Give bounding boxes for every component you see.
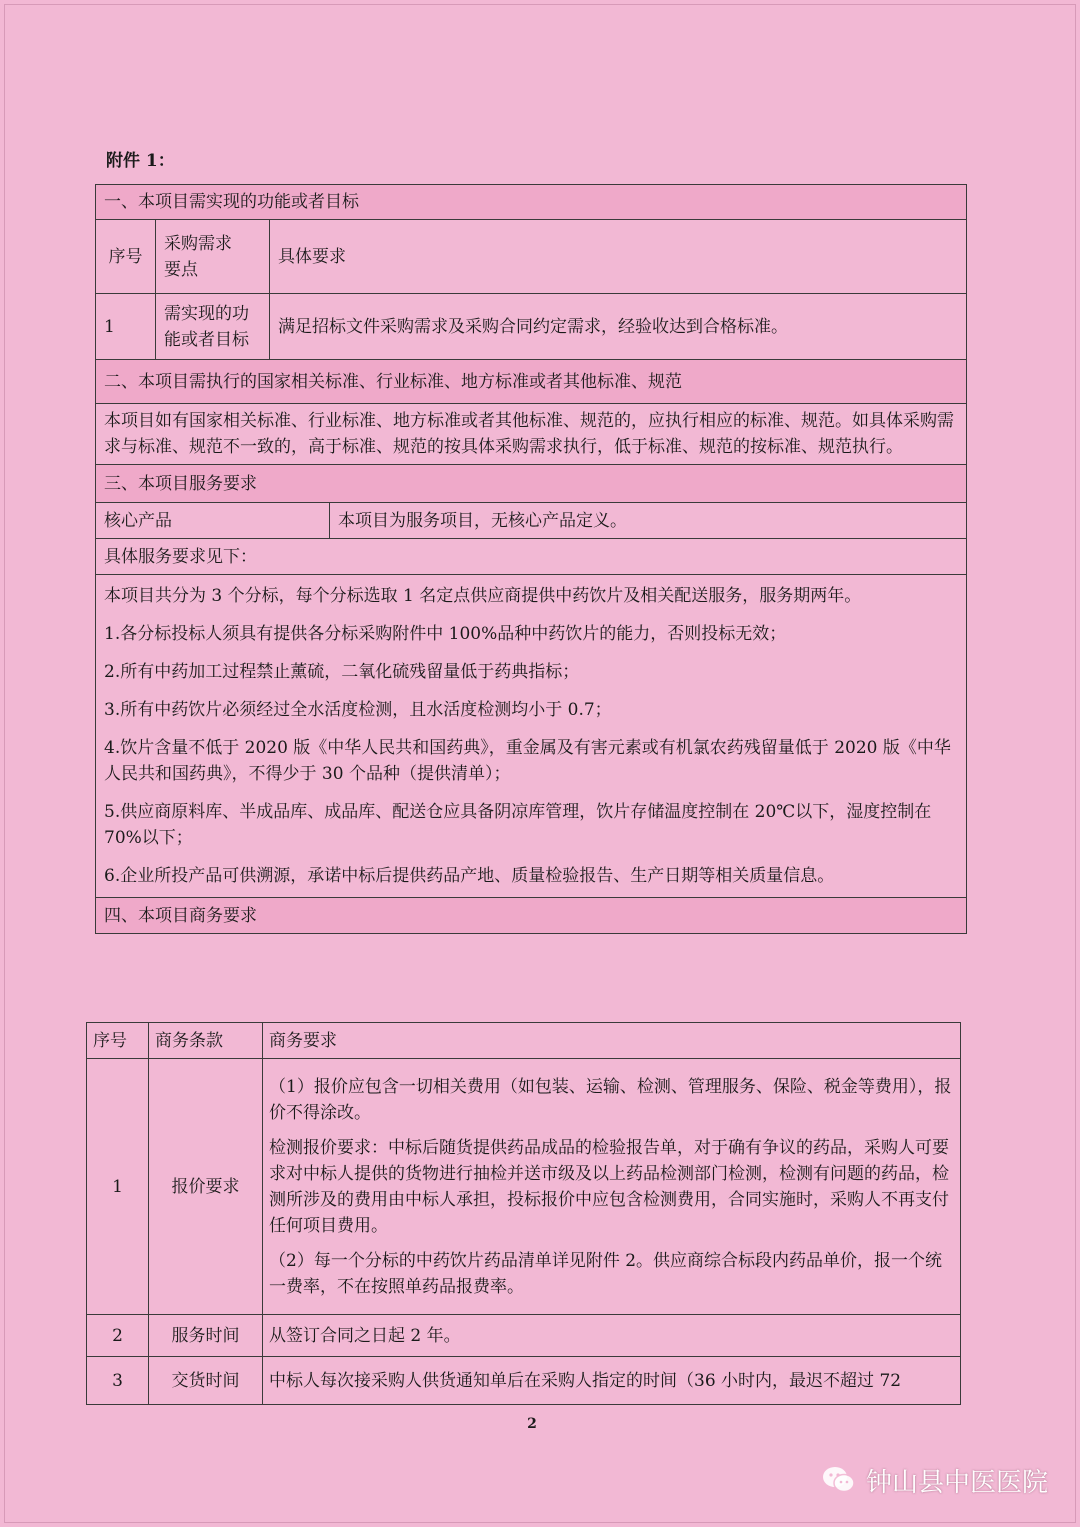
service-item: 3.所有中药饮片必须经过全水活度检测，且水活度检测均小于 0.7； <box>104 700 612 720</box>
wechat-watermark <box>822 1460 1048 1500</box>
section2-heading: 二、本项目需执行的国家相关标准、行业标准、地方标准或者其他标准、规范 <box>96 360 967 404</box>
section4-heading: 四、本项目商务要求 <box>96 898 967 934</box>
business-row-no: 2 <box>87 1315 149 1357</box>
service-item: 1.各分标投标人须具有提供各分标采购附件中 100%品种中药饮片的能力，否则投标无效； <box>104 624 787 644</box>
section3-heading-row <box>96 465 967 503</box>
service-intro: 具体服务要求见下： <box>96 539 967 575</box>
section1-row1-point: 需实现的功能或者目标 <box>156 294 270 360</box>
section1-row1-req: 满足招标文件采购需求及采购合同约定需求，经验收达到合格标准。 <box>270 294 967 360</box>
section1-col-point-line2: 要点 <box>164 259 198 280</box>
business-row-1 <box>87 1059 961 1315</box>
page-number: 2 <box>527 1416 537 1432</box>
core-product-value: 本项目为服务项目，无核心产品定义。 <box>330 503 967 539</box>
section1-col-point-line1: 采购需求 <box>164 233 232 254</box>
wechat-icon <box>822 1465 856 1495</box>
section1-heading: 一、本项目需实现的功能或者目标 <box>96 185 967 220</box>
section1-col-no: 序号 <box>96 220 156 294</box>
section2-body-row <box>96 404 967 465</box>
business-row-req <box>263 1059 961 1315</box>
section1-row1-no: 1 <box>96 294 156 360</box>
section1-row1 <box>96 294 967 360</box>
section2-body: 本项目如有国家相关标准、行业标准、地方标准或者其他标准、规范的，应执行相应的标准、规范。如具体采购需求与标准、规范不一致的，高于标准、规范的按具体采购需求执行，低于标准、规范的按标准、规范执行。 <box>96 404 967 465</box>
section1-col-point <box>156 220 270 294</box>
core-product-label: 核心产品 <box>96 503 330 539</box>
business-row-para: 检测报价要求：中标后随货提供药品成品的检验报告单，对于确有争议的药品，采购人可要求对中标人提供的货物进行抽检并送市级及以上药品检测部门检测，检测有问题的药品，检测所涉及的费用由中标人承担，投标报价中应包含检测费用，合同实施时，采购人不再支付任何项目费用。 <box>269 1137 949 1236</box>
service-item: 4.饮片含量不低于 2020 版《中华人民共和国药典》，重金属及有害元素或有机氯农药残留量低于 2020 版《中华人民共和国药典》，不得少于 30 个品种（提供清单）； <box>104 738 951 784</box>
business-row-req: 从签订合同之日起 2 年。 <box>263 1315 961 1357</box>
business-row-req: 中标人每次接采购人供货通知单后在采购人指定的时间（36 小时内，最迟不超过 72 <box>263 1357 961 1405</box>
business-row-term: 服务时间 <box>149 1315 263 1357</box>
section4-heading-row <box>96 898 967 934</box>
business-row-term: 报价要求 <box>149 1059 263 1315</box>
business-row-para: （1）报价应包含一切相关费用（如包装、运输、检测、管理服务、保险、税金等费用），报价不得涂改。 <box>269 1076 952 1123</box>
business-col-req: 商务要求 <box>263 1023 961 1059</box>
requirements-table <box>95 184 967 934</box>
section3-heading: 三、本项目服务要求 <box>96 465 967 503</box>
service-item: 5.供应商原料库、半成品库、成品库、配送仓应具备阴凉库管理，饮片存储温度控制在 20℃以下，湿度控制在 70%以下； <box>104 802 932 848</box>
section3-items-row <box>96 575 967 898</box>
section2-heading-row <box>96 360 967 404</box>
section1-heading-row <box>96 185 967 220</box>
service-item: 6.企业所投产品可供溯源，承诺中标后提供药品产地、质量检验报告、生产日期等相关质量信息。 <box>104 866 835 886</box>
section3-intro-row <box>96 539 967 575</box>
service-item: 本项目共分为 3 个分标，每个分标选取 1 名定点供应商提供中药饮片及相关配送服务，服务期两年。 <box>104 586 862 606</box>
section1-header-row <box>96 220 967 294</box>
business-col-term: 商务条款 <box>149 1023 263 1059</box>
business-row-no: 3 <box>87 1357 149 1405</box>
business-row-term: 交货时间 <box>149 1357 263 1405</box>
service-item: 2.所有中药加工过程禁止薰硫，二氧化硫残留量低于药典指标； <box>104 662 580 682</box>
business-row-3 <box>87 1357 961 1405</box>
section3-core-row <box>96 503 967 539</box>
section1-col-req: 具体要求 <box>270 220 967 294</box>
watermark-text: 钟山县中医医院 <box>866 1467 1049 1498</box>
business-row-2 <box>87 1315 961 1357</box>
business-row-para: （2）每一个分标的中药饮片药品清单详见附件 2。供应商综合标段内药品单价，报一个统一费率，不在按照单药品报费率。 <box>269 1250 943 1297</box>
business-table <box>86 1022 961 1405</box>
service-items <box>96 575 967 898</box>
business-col-no: 序号 <box>87 1023 149 1059</box>
attachment-title: 附件 1： <box>106 151 175 171</box>
business-row-no: 1 <box>87 1059 149 1315</box>
business-header-row <box>87 1023 961 1059</box>
